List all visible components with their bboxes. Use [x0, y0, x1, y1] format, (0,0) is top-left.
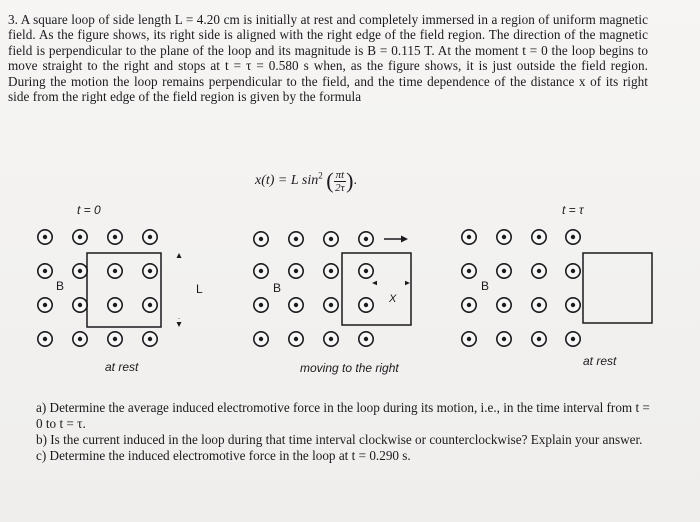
- formula-numerator: πt: [335, 168, 345, 181]
- panel1-field-label: B: [56, 279, 65, 293]
- panel3-field-dots: [462, 230, 580, 346]
- formula-fraction: [334, 169, 347, 194]
- panel2-x-arrow: [372, 281, 410, 285]
- formula-denominator: 2τ: [335, 181, 345, 194]
- panel2-x-label: X: [389, 293, 397, 305]
- panel3-field-label: B: [481, 279, 490, 293]
- panel1-length-label: L: [196, 282, 203, 296]
- panel3-time-label: t = τ: [562, 203, 584, 217]
- panel2-field-dots: [254, 232, 373, 346]
- formula-lhs: x(t) = L sin: [255, 173, 319, 189]
- panel2-loop: [342, 253, 411, 325]
- caption-moving: moving to the right: [300, 361, 399, 375]
- caption-at-rest-3: at rest: [583, 354, 617, 368]
- panel3-loop: [583, 253, 652, 323]
- problem-statement: [8, 12, 648, 104]
- formula-power: 2: [318, 170, 323, 181]
- question-b: b) Is the current induced in the loop during that time interval clockwise or counterclockwise? Explain your answer.: [36, 432, 643, 447]
- panel1-time-label: t = 0: [77, 203, 101, 217]
- panel2-motion-arrow: [384, 236, 408, 243]
- question-a: a) Determine the average induced electromotive force in the loop during its motion, i.e., in the time interval from t = 0 to t = τ.: [36, 400, 650, 431]
- position-formula: x(t) = L $\sin^2$ ( $\frac{\pi t}{2\tau}$ ).: [255, 168, 357, 194]
- panel1-length-arrow: [177, 253, 182, 327]
- problem-paragraph: 3. A square loop of side length L = 4.20 cm is initially at rest and completely immersed in a region of uniform magnetic field. As the figure shows, its right side is aligned with the right edge of the field region. The direction of the magnetic field is perpendicular to the plane of the loop and its magnitude is B = 0.115 T. At the moment t = 0 the loop begins to move straight to the right and stops at t = τ = 0.580 s when, as the figure shows, it is just outside the field region. During the motion the loop remains perpendicular to the field, and the time dependence of the distance x of its right side from the right edge of the field region is given by the formula: [8, 12, 648, 105]
- caption-at-rest-1: at rest: [105, 360, 139, 374]
- figure: [0, 195, 700, 385]
- formula-end: .: [353, 173, 357, 189]
- questions: [8, 400, 658, 464]
- question-c: c) Determine the induced electromotive force in the loop at t = 0.290 s.: [36, 448, 411, 463]
- panel2-field-label: B: [273, 281, 282, 295]
